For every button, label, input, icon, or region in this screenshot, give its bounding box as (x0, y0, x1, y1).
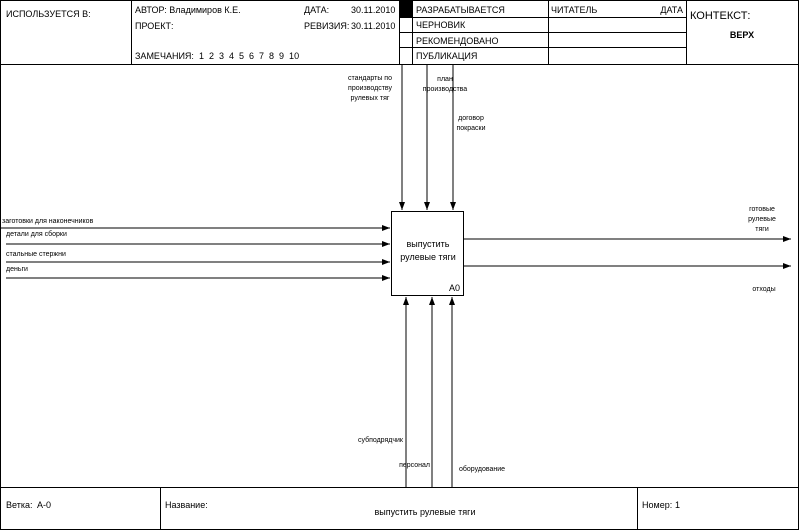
number-label: Номер: (642, 500, 673, 510)
input-arrows (0, 218, 390, 278)
project-label: ПРОЕКТ: (135, 21, 174, 31)
mechanism-arrows (358, 297, 505, 487)
outer-frame (1, 1, 799, 530)
number-value: 1 (675, 500, 681, 510)
control-label-standards-3: рулевых тяг (350, 95, 390, 102)
used-in-label: ИСПОЛЬЗУЕТСЯ В: (6, 9, 91, 19)
status-draft: ЧЕРНОВИК (416, 20, 466, 30)
title-value: выпустить рулевые тяги (374, 507, 476, 517)
input-label-rods: стальные стержни (6, 251, 66, 258)
status-publication: ПУБЛИКАЦИЯ (416, 51, 478, 61)
mechanism-label-equipment: оборудование (459, 466, 506, 473)
activity-id: A0 (448, 283, 460, 293)
status-developing: РАЗРАБАТЫВАЕТСЯ (416, 5, 505, 15)
footer-block (0, 488, 799, 530)
author-label: АВТОР: Владимиров К.Е. (135, 5, 241, 15)
title-label: Название: (165, 500, 208, 510)
output-label-products-3: тяги (755, 226, 769, 233)
notes-numbers: 1 2 3 4 5 6 7 8 9 10 (199, 51, 300, 61)
date-label: ДАТА: (304, 5, 330, 15)
control-label-standards-1: стандарты по (348, 75, 392, 82)
reader-label: ЧИТАТЕЛЬ (551, 5, 598, 15)
date-value: 30.11.2010 (351, 5, 396, 15)
control-label-standards-2: производству (348, 85, 392, 92)
output-arrows (464, 206, 791, 293)
control-label-plan-1: план (437, 76, 453, 83)
status-recommended: РЕКОМЕНДОВАНО (416, 36, 499, 46)
mechanism-label-subcontractor: субподрядчик (357, 437, 403, 444)
status-marker (400, 1, 412, 17)
revision-label: РЕВИЗИЯ: (304, 21, 350, 31)
activity-a0[interactable] (392, 212, 464, 296)
node-value: A-0 (37, 500, 52, 510)
output-label-waste: отходы (752, 286, 776, 293)
activity-name-line2: рулевые тяги (400, 252, 456, 262)
header-block (0, 0, 799, 65)
input-label-money: деньги (6, 266, 28, 273)
node-label: Ветка: (6, 500, 33, 510)
input-label-parts: детали для сборки (6, 231, 67, 238)
control-label-contract-2: покраски (456, 125, 486, 132)
context-value: ВЕРХ (729, 30, 755, 40)
activity-name-line1: выпустить (406, 239, 450, 249)
control-arrows (348, 65, 486, 210)
control-label-plan-2: производства (422, 86, 468, 93)
mechanism-label-personnel: персонал (399, 462, 430, 469)
revision-value: 30.11.2010 (351, 21, 396, 31)
output-label-products-2: рулевые (748, 216, 776, 223)
input-label-blanks: заготовки для наконечников (2, 218, 94, 225)
context-label: КОНТЕКСТ: (690, 10, 751, 22)
reader-date-label: ДАТА (660, 5, 683, 15)
notes-label: ЗАМЕЧАНИЯ: (135, 51, 194, 61)
control-label-contract-1: договор (458, 115, 484, 122)
output-label-products-1: готовые (749, 206, 775, 213)
